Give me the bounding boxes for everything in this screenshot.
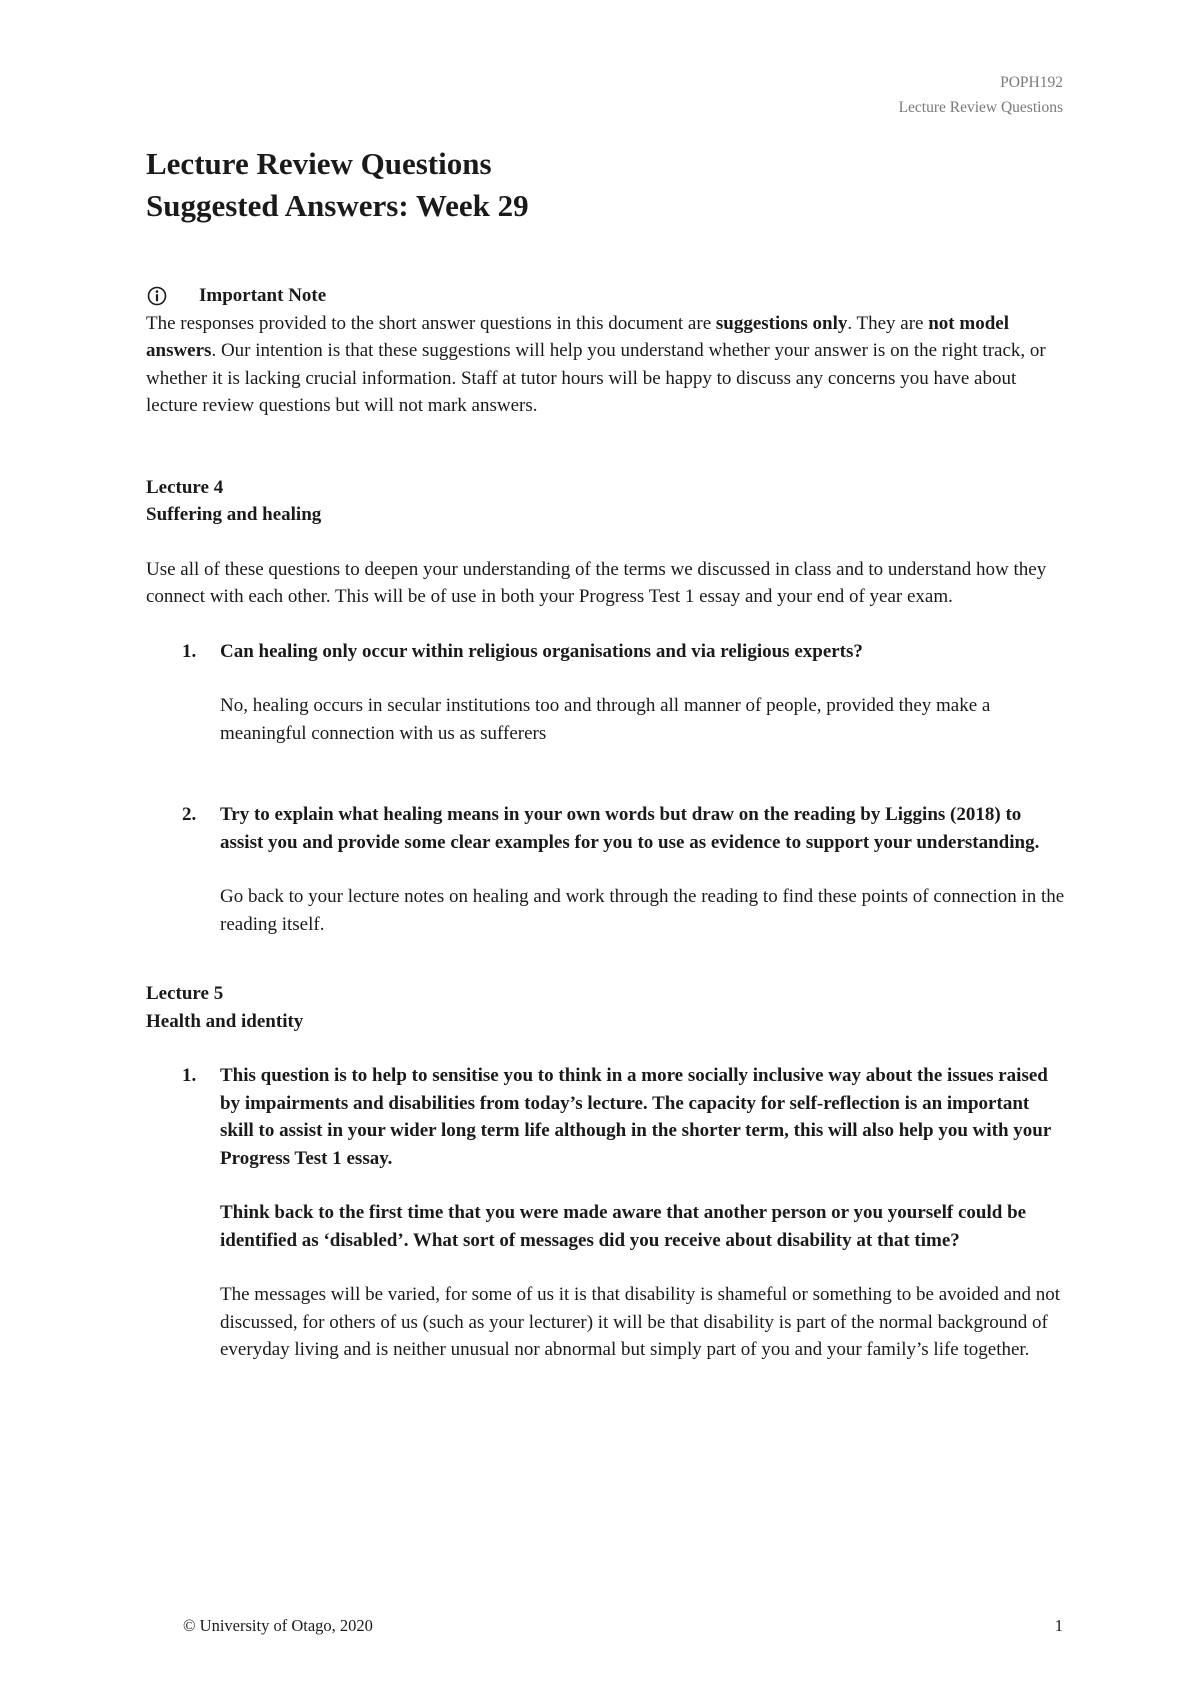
question-text: Try to explain what healing means in your own words but draw on the reading by Liggins (2018) to assist you and provide some clear examples for you to use as evidence to support your understanding. [220, 804, 1040, 853]
answer-text: No, healing occurs in secular institutions too and through all manner of people, provided they make a meaningful connection with us as sufferers [220, 695, 991, 744]
lecture-4-intro: Use all of these questions to deepen your understanding of the terms we discussed in class and to understand how they connect with each other. This will be of use in both your Progress Test 1 essay and your end of year exam. [146, 558, 1047, 607]
question-number: 2. [182, 804, 197, 825]
question-number: 1. [182, 1065, 197, 1086]
lecture-5-topic: Health and identity [146, 1010, 304, 1032]
emphasis-not-model-answers: not model answers [146, 312, 1009, 361]
course-code: POPH192 [1000, 74, 1063, 91]
lecture-4-questions [146, 638, 1066, 939]
lecture-5-number: Lecture 5 [146, 983, 224, 1004]
page-header [899, 70, 1063, 120]
important-note-heading [146, 282, 1066, 310]
lecture-5-heading [146, 980, 1066, 1035]
title-line-2: Suggested Answers: Week 29 [146, 188, 529, 223]
question-text: Think back to the first time that you were made aware that another person or you yourself could be identified as ‘disabled’. What sort of messages did you receive about disability at that time? [220, 1202, 1027, 1251]
note-heading-text: Important Note [199, 285, 327, 306]
important-note-text: The responses provided to the short answer questions in this document are suggestions only. They are not model answers. Our intention is that these suggestions will help you understand whether your answer is on the right track, or whether it is lacking crucial information. Staff at tutor hours will be happy to discuss any concerns you have about lecture review questions but will not mark answers. [146, 312, 1046, 416]
page-number: 1 [1054, 1616, 1063, 1635]
question-item [146, 801, 1066, 938]
answer-text: Go back to your lecture notes on healing and work through the reading to find these points of connection in the reading itself. [220, 886, 1065, 935]
question-item [146, 638, 1066, 748]
question-item [146, 1062, 1066, 1364]
emphasis-suggestions-only: suggestions only [715, 312, 848, 334]
lecture-4-topic: Suffering and healing [146, 504, 322, 525]
lecture-5-questions [146, 1062, 1066, 1364]
question-number: 1. [182, 640, 197, 662]
info-icon [146, 285, 168, 307]
question-text: Can healing only occur within religious organisations and via religious experts? [220, 640, 863, 662]
answer-text: The messages will be varied, for some of us it is that disability is shameful or something to be avoided and not discussed, for others of us (such as your lecturer) it will be that disability is part of the normal background of everyday living and is neither unusual nor abnormal but simply part of you and your family’s life together. [220, 1284, 1061, 1360]
document-body [146, 282, 1066, 1364]
footer-copyright: © University of Otago, 2020 [183, 1616, 373, 1635]
title-line-1: Lecture Review Questions [146, 146, 492, 181]
lecture-4-number: Lecture 4 [146, 476, 224, 498]
header-doc-label: Lecture Review Questions [898, 99, 1063, 116]
document-title [146, 143, 529, 227]
question-text: This question is to help to sensitise you to think in a more socially inclusive way about the issues raised by impairments and disabilities from today’s lecture. The capacity for self-reflection is an important skill to assist in your wider long term life although in the shorter term, this will also help you with your Progress Test 1 essay. [220, 1065, 1051, 1169]
lecture-4-heading [146, 474, 1066, 529]
